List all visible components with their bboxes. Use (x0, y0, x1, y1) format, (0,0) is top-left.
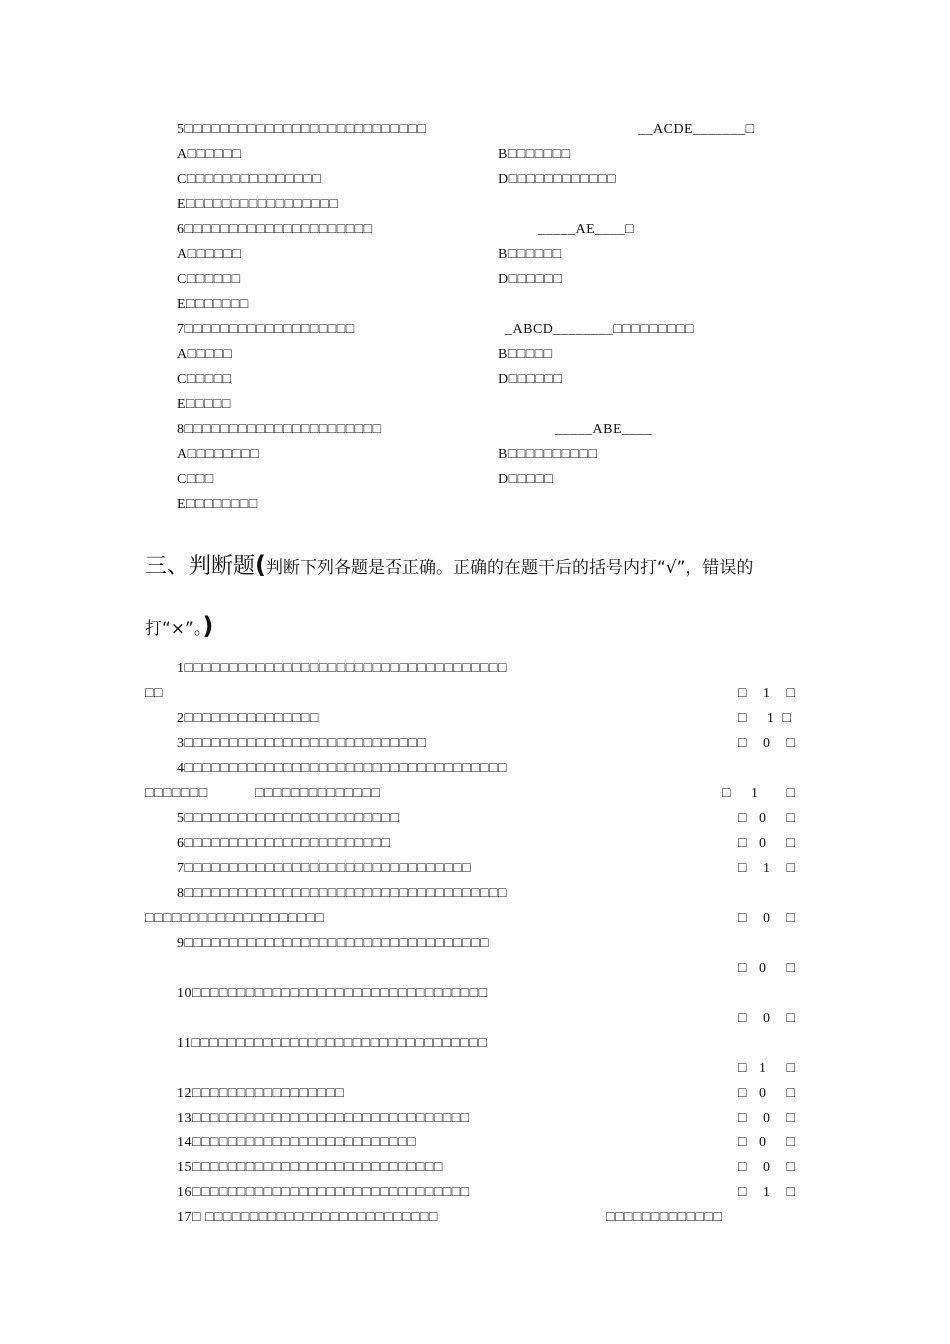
judgement-line: 1□□□□□□□□□□□□□□□□□□□□□□□□□□□□□□□□□□□□ (177, 661, 507, 676)
judgement-line: 13□□□□□□□□□□□□□□□□□□□□□□□□□□□□□□□ (177, 1111, 470, 1126)
choice-line: __ACDE_______□ (638, 122, 755, 137)
choice-line: _____AE____□ (538, 222, 635, 237)
choice-line: _____ABE____ (555, 422, 652, 437)
choice-line: 7□□□□□□□□□□□□□□□□□□□ (177, 322, 355, 337)
judgement-line: 6□□□□□□□□□□□□□□□□□□□□□□□ (177, 836, 391, 851)
close-paren: ) (202, 612, 214, 640)
judgement-line: 14□□□□□□□□□□□□□□□□□□□□□□□□□ (177, 1135, 416, 1150)
judgement-line: □ 1 □ (738, 711, 792, 726)
choice-line: B□□□□□□□□□□ (498, 447, 598, 462)
judgement-line: □□□□□□□□□□□□□ (606, 1210, 723, 1225)
judgement-line: 12□□□□□□□□□□□□□□□□□ (177, 1086, 345, 1101)
section-heading (145, 536, 815, 658)
choice-line: _ABCD________□□□□□□□□□ (505, 322, 695, 337)
choice-line: B□□□□□□ (498, 247, 562, 262)
judgement-line: □ 0 □ (738, 1135, 796, 1150)
choice-line: A□□□□□□□□ (177, 447, 260, 462)
choice-line: D□□□□□□ (498, 272, 563, 287)
choice-line: C□□□□□□ (177, 272, 241, 287)
choice-line: B□□□□□ (498, 347, 553, 362)
choice-line: E□□□□□□□□□□□□□□□□□ (177, 197, 339, 212)
judgement-line: □□□□□□□□□□□□□□□□□□□□ (145, 911, 325, 926)
judgement-line: 17□ □□□□□□□□□□□□□□□□□□□□□□□□□□ (177, 1210, 438, 1225)
judgement-line: □ 0 □ (738, 1160, 796, 1175)
judgement-line: □□ (145, 686, 163, 701)
judgement-line: □ 0 □ (738, 1011, 796, 1026)
judgement-line: 10□□□□□□□□□□□□□□□□□□□□□□□□□□□□□□□□□ (177, 986, 488, 1001)
section-title: 三、判断题 (145, 554, 256, 579)
choice-line: A□□□□□□ (177, 247, 242, 262)
judgement-line: 16□□□□□□□□□□□□□□□□□□□□□□□□□□□□□□□ (177, 1185, 470, 1200)
judgement-line: □ 0 □ (738, 811, 796, 826)
choice-line: E□□□□□ (177, 397, 231, 412)
choice-line: C□□□□□□□□□□□□□□□ (177, 172, 322, 187)
judgement-line: □ 1 □ (722, 786, 796, 801)
judgement-line: □□□□□□□□□□□□□□ (255, 786, 381, 801)
choice-line: A□□□□□ (177, 347, 233, 362)
choice-line: E□□□□□□□□ (177, 497, 258, 512)
judgement-line: □ 1 □ (738, 1061, 796, 1076)
choice-line: C□□□ (177, 472, 214, 487)
choice-line: 8□□□□□□□□□□□□□□□□□□□□□□ (177, 422, 382, 437)
judgement-line: □□□□□□□ (145, 786, 208, 801)
judgement-line: □ 0 □ (738, 836, 796, 851)
judgement-line: □ 0 □ (738, 1086, 796, 1101)
choice-line: 6□□□□□□□□□□□□□□□□□□□□□ (177, 222, 373, 237)
judgement-line: 7□□□□□□□□□□□□□□□□□□□□□□□□□□□□□□□□ (177, 861, 472, 876)
choice-line: 5□□□□□□□□□□□□□□□□□□□□□□□□□□□ (177, 122, 427, 137)
judgement-line: 9□□□□□□□□□□□□□□□□□□□□□□□□□□□□□□□□□□ (177, 936, 490, 951)
judgement-line: □ 0 □ (738, 911, 796, 926)
judgement-line: 4□□□□□□□□□□□□□□□□□□□□□□□□□□□□□□□□□□□□ (177, 761, 507, 776)
open-paren: ( (255, 551, 266, 579)
choice-line: C□□□□□ (177, 372, 232, 387)
judgement-line: 2□□□□□□□□□□□□□□□ (177, 711, 319, 726)
judgement-line: 3□□□□□□□□□□□□□□□□□□□□□□□□□□□ (177, 736, 427, 751)
judgement-line: □ 0 □ (738, 736, 796, 751)
choice-line: E□□□□□□□ (177, 297, 249, 312)
choice-line: D□□□□□ (498, 472, 554, 487)
judgement-line: □ 1 □ (738, 686, 796, 701)
judgement-line: 15□□□□□□□□□□□□□□□□□□□□□□□□□□□□ (177, 1160, 443, 1175)
choice-line: D□□□□□□ (498, 372, 563, 387)
judgement-line: 8□□□□□□□□□□□□□□□□□□□□□□□□□□□□□□□□□□□□ (177, 886, 507, 901)
choice-line: A□□□□□□ (177, 147, 242, 162)
judgement-line: □ 1 □ (738, 861, 796, 876)
choice-line: D□□□□□□□□□□□□ (498, 172, 617, 187)
judgement-line: □ 0 □ (738, 1111, 796, 1126)
judgement-line: □ 0 □ (738, 961, 796, 976)
judgement-line: 5□□□□□□□□□□□□□□□□□□□□□□□□ (177, 811, 400, 826)
judgement-line: □ 1 □ (738, 1185, 796, 1200)
choice-line: B□□□□□□□ (498, 147, 571, 162)
judgement-line: 11□□□□□□□□□□□□□□□□□□□□□□□□□□□□□□□□□ (177, 1036, 488, 1051)
section-instruction: 判断下列各题是否正确。正确的在题干后的括号内打“√”，错误的打“×”。 (145, 558, 754, 639)
